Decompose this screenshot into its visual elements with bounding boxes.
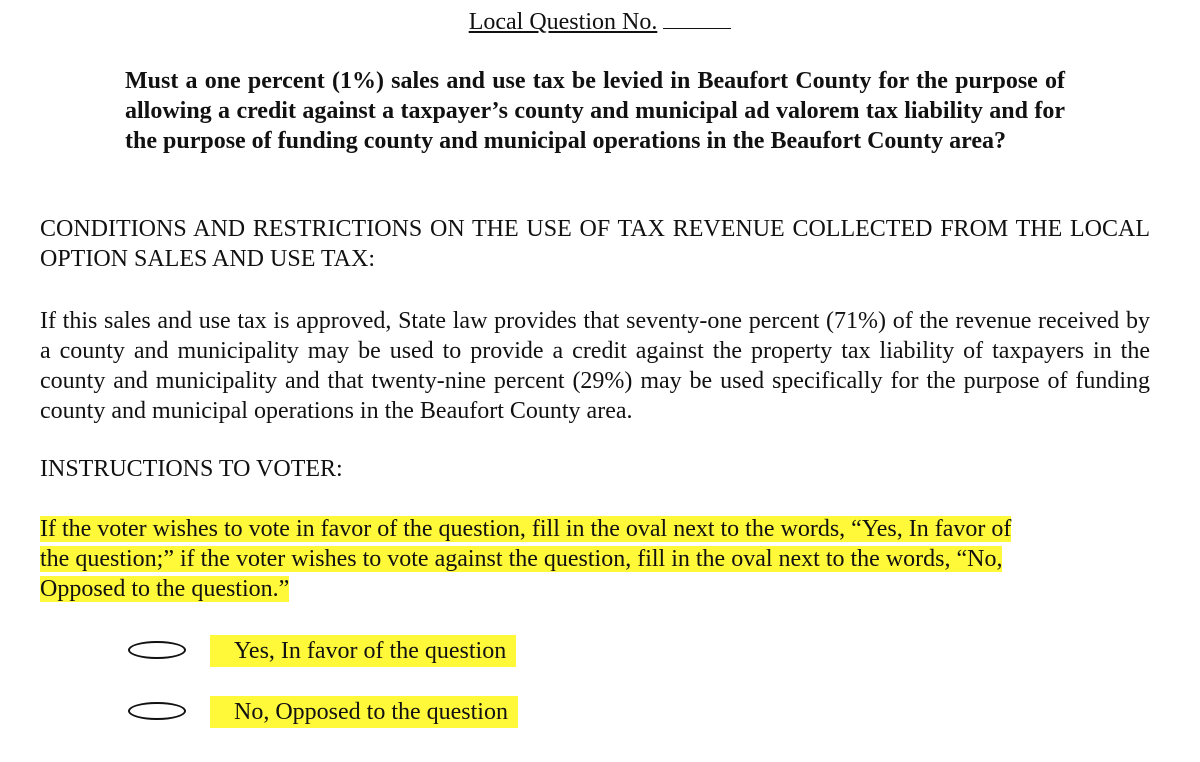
no-label: No, Opposed to the question [210,696,518,728]
instructions-text: If the voter wishes to vote in favor of the question, fill in the oval next to the words, “Yes, In favor of the question;” if the voter wishes to vote against the question, fill in the oval next to the words, “No, Opposed to the question.” [40,516,1012,602]
yes-oval[interactable] [128,641,186,659]
local-question-title [0,6,1200,37]
question-number-blank [663,6,731,29]
title-text: Local Question No. [468,9,658,35]
no-oval[interactable] [128,702,186,720]
instructions-heading: INSTRUCTIONS TO VOTER: [40,456,343,482]
conditions-heading: CONDITIONS AND RESTRICTIONS ON THE USE OF TAX REVENUE COLLECTED FROM THE LOCAL OPTION SALES AND USE TAX: [40,216,1150,272]
instructions-body [40,514,1030,604]
yes-label: Yes, In favor of the question [210,635,516,667]
ballot-question: Must a one percent (1%) sales and use tax be levied in Beaufort County for the purpose of allowing a credit against a taxpayer’s county and municipal ad valorem tax liability and for the purpose of funding county and municipal operations in the Beaufort County area? [125,68,1065,154]
conditions-body: If this sales and use tax is approved, State law provides that seventy-one percent (71%) of the revenue received by a county and municipality may be used to provide a credit against the property tax liability of taxpayers in the county and municipality and that twenty-nine percent (29%) may be used specifically for the purpose of funding county and municipal operations in the Beaufort County area. [40,308,1150,424]
